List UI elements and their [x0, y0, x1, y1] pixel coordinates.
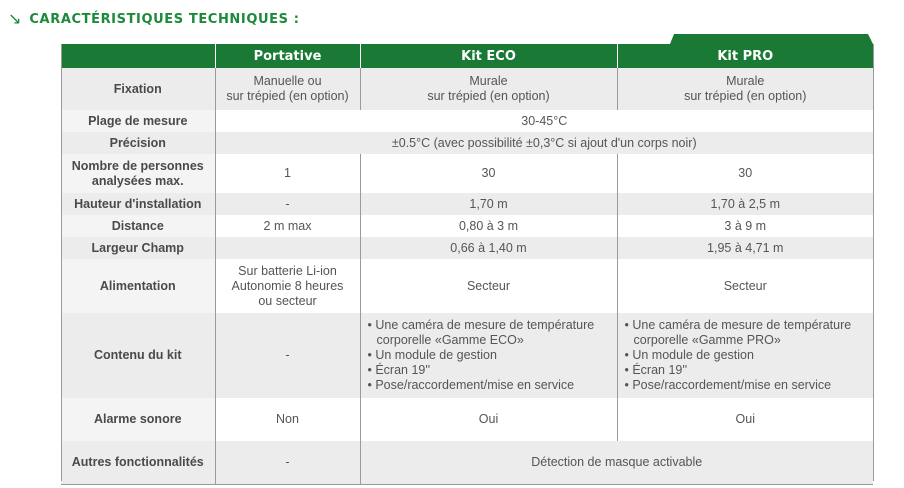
cell-portative: -	[215, 313, 360, 398]
cell-eco: 0,80 à 3 m	[360, 215, 617, 237]
cell-pro: Oui	[617, 398, 873, 441]
cell-eco: Oui	[360, 398, 617, 441]
row-contenu	[61, 313, 873, 398]
cell-eco: Murale sur trépied (en option)	[360, 68, 617, 110]
cell-pro: 30	[617, 154, 873, 193]
section-title: CARACTÉRISTIQUES TECHNIQUES :	[29, 11, 300, 27]
cell-all: ±0.5°C (avec possibilité ±0,3°C si ajout d'un corps noir)	[215, 132, 873, 154]
cell-pro: 3 à 9 m	[617, 215, 873, 237]
header-kit-pro: Kit PRO	[617, 44, 873, 68]
row-label: Hauteur d'installation	[61, 193, 215, 215]
cell-pro: • Une caméra de mesure de température corporelle «Gamme PRO» • Un module de gestion • Écran 19'' • Pose/raccordement/mise en service	[617, 313, 873, 398]
row-largeur	[61, 237, 873, 259]
cell-eco: 0,66 à 1,40 m	[360, 237, 617, 259]
section-heading	[8, 8, 300, 30]
row-label: Alarme sonore	[61, 398, 215, 441]
row-label: Largeur Champ	[61, 237, 215, 259]
header-portative: Portative	[215, 44, 360, 68]
row-hauteur	[61, 193, 873, 215]
cell-portative: -	[215, 193, 360, 215]
arrow-down-right-icon: ↘	[8, 9, 22, 28]
cell-portative: -	[215, 441, 360, 484]
cell-all: 30-45°C	[215, 110, 873, 132]
row-alarme	[61, 398, 873, 441]
row-alimentation	[61, 259, 873, 313]
cell-portative: Sur batterie Li-ion Autonomie 8 heures ou secteur	[215, 259, 360, 313]
specs-table	[61, 44, 873, 485]
row-label: Autres fonctionnalités	[61, 441, 215, 484]
row-distance	[61, 215, 873, 237]
cell-eco: 30	[360, 154, 617, 193]
cell-portative: 2 m max	[215, 215, 360, 237]
row-label: Nombre de personnes analysées max.	[61, 154, 215, 193]
row-label: Plage de mesure	[61, 110, 215, 132]
row-plage	[61, 110, 873, 132]
row-fixation	[61, 68, 873, 110]
header-blank	[61, 44, 215, 68]
cell-eco: Secteur	[360, 259, 617, 313]
cell-kits: Détection de masque activable	[360, 441, 873, 484]
row-label: Fixation	[61, 68, 215, 110]
cell-pro: 1,95 à 4,71 m	[617, 237, 873, 259]
row-label: Précision	[61, 132, 215, 154]
row-precision	[61, 132, 873, 154]
cell-portative: Non	[215, 398, 360, 441]
row-label: Contenu du kit	[61, 313, 215, 398]
cell-pro: Murale sur trépied (en option)	[617, 68, 873, 110]
cell-pro: 1,70 à 2,5 m	[617, 193, 873, 215]
cell-portative	[215, 237, 360, 259]
cell-eco: • Une caméra de mesure de température corporelle «Gamme ECO» • Un module de gestion • Écran 19'' • Pose/raccordement/mise en service	[360, 313, 617, 398]
cell-portative: Manuelle ou sur trépied (en option)	[215, 68, 360, 110]
row-personnes	[61, 154, 873, 193]
kit-pro-tab-decoration	[670, 34, 873, 44]
row-autres	[61, 441, 873, 484]
cell-eco: 1,70 m	[360, 193, 617, 215]
cell-pro: Secteur	[617, 259, 873, 313]
row-label: Distance	[61, 215, 215, 237]
cell-portative: 1	[215, 154, 360, 193]
header-row	[61, 44, 873, 68]
row-label: Alimentation	[61, 259, 215, 313]
header-kit-eco: Kit ECO	[360, 44, 617, 68]
